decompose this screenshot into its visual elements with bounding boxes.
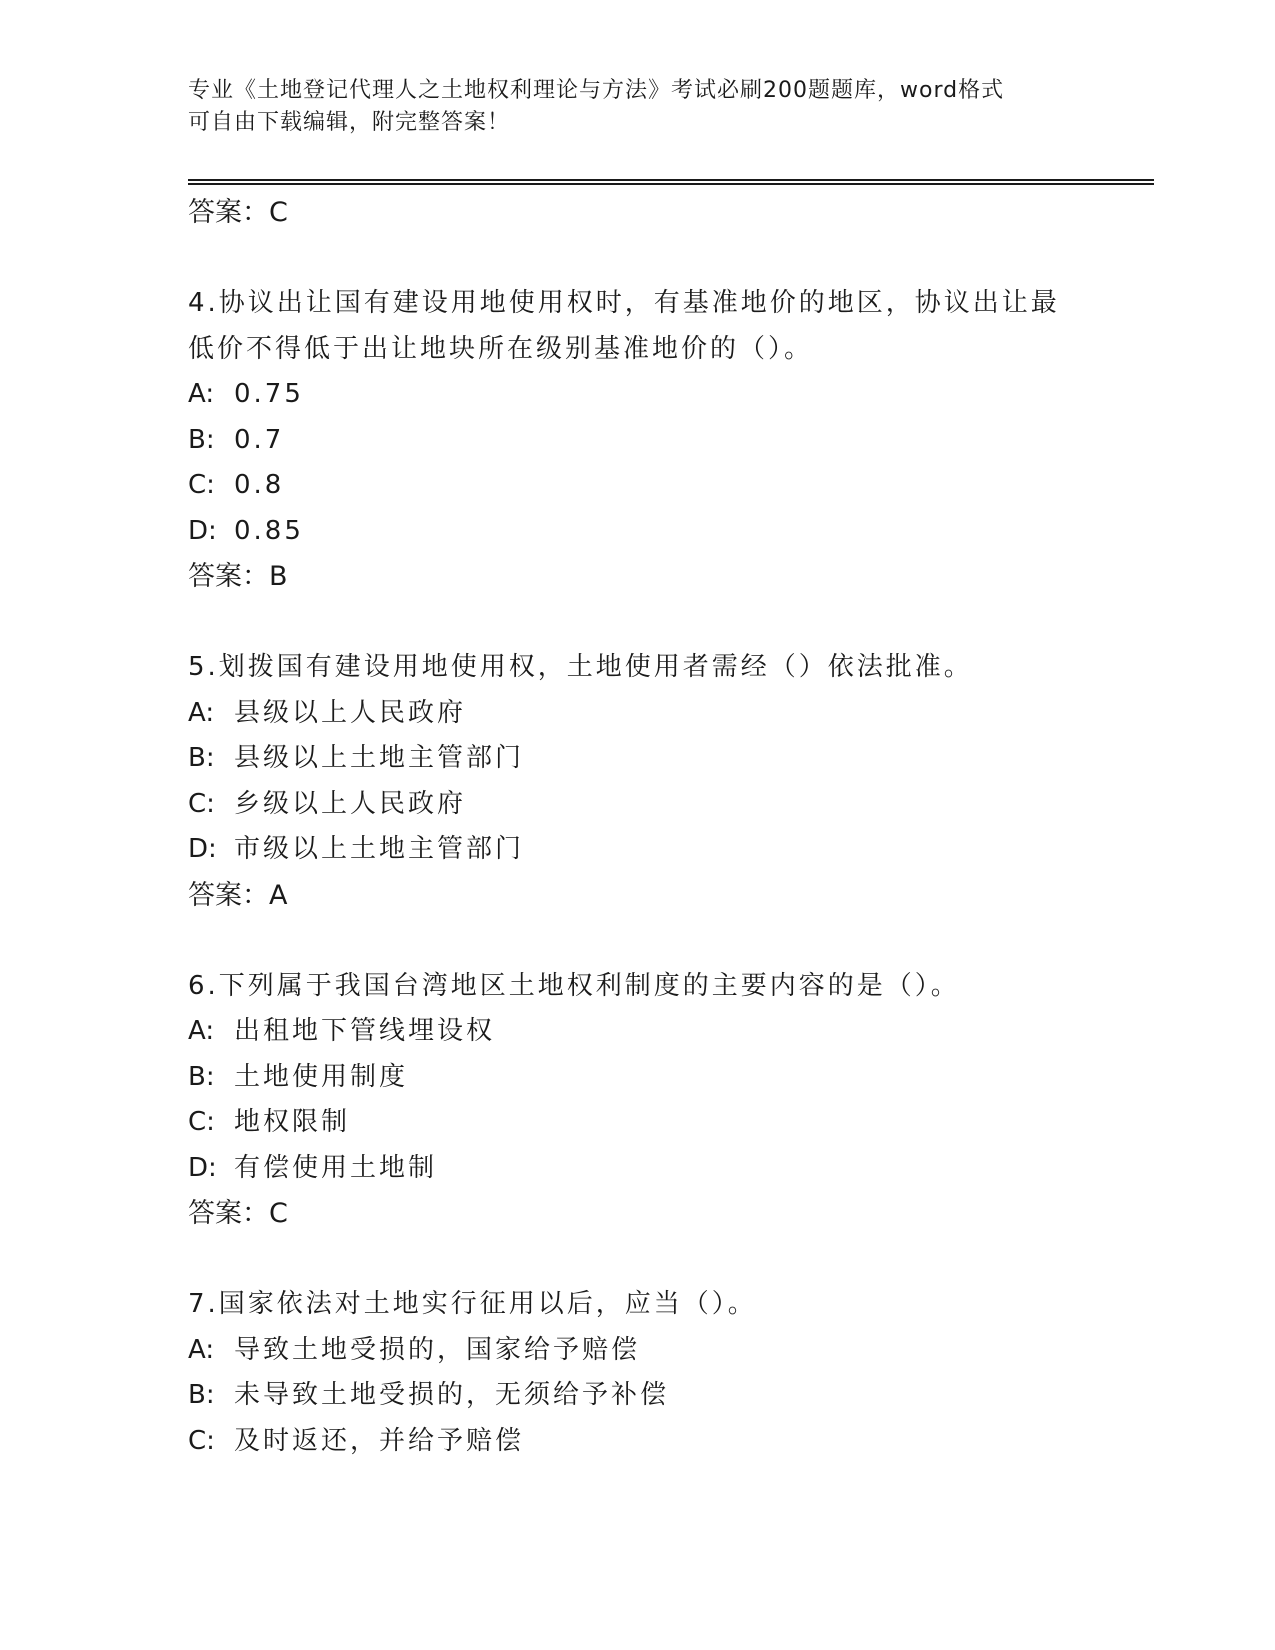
option-d [188, 1146, 1088, 1192]
option-a [188, 372, 1088, 418]
option-label: D: [188, 834, 217, 864]
header-divider-bottom [188, 183, 1154, 185]
option-text: 0.85 [234, 515, 304, 546]
option-c [188, 1419, 1088, 1465]
option-text: 县级以上人民政府 [234, 697, 467, 728]
question-item [188, 1282, 1088, 1464]
option-c [188, 782, 1088, 828]
option-label: A: [188, 1334, 215, 1365]
option-label: C: [188, 788, 215, 819]
option-d [188, 509, 1088, 555]
spacer [188, 1237, 1088, 1283]
option-label: C: [188, 470, 215, 500]
header-line-2: 可自由下载编辑，附完整答案！ [188, 110, 511, 135]
option-a [188, 691, 1088, 737]
option-text: 0.8 [234, 470, 285, 500]
option-text: 地权限制 [234, 1107, 351, 1137]
option-label: B: [188, 743, 215, 773]
spacer [188, 600, 1088, 646]
option-c [188, 1100, 1088, 1146]
question-item [188, 964, 1088, 1237]
header-line-1: 专业《土地登记代理人之土地权利理论与方法》考试必刷200题题库，word格式 [188, 78, 1005, 103]
option-text: 乡级以上人民政府 [234, 788, 467, 819]
spacer [188, 918, 1088, 964]
option-text: 土地使用制度 [234, 1061, 409, 1092]
option-label: D: [188, 1152, 217, 1183]
header-divider-top [188, 179, 1154, 181]
option-label: A: [188, 1016, 215, 1046]
answer-line: 答案：C [188, 197, 288, 228]
option-text: 市级以上土地主管部门 [234, 834, 525, 864]
option-b [188, 1373, 1088, 1419]
answer-line: 答案：B [188, 561, 288, 592]
question-stem: 4.协议出让国有建设用地使用权时，有基准地价的地区，协议出让最 [188, 288, 1060, 318]
document-header [188, 75, 1068, 139]
option-label: C: [188, 1107, 215, 1137]
option-b [188, 418, 1088, 464]
question-stem: 5.划拨国有建设用地使用权，土地使用者需经（）依法批准。 [188, 652, 973, 682]
option-text: 0.7 [234, 424, 285, 455]
option-label: B: [188, 1061, 215, 1092]
option-c [188, 463, 1088, 509]
option-b [188, 736, 1088, 782]
option-label: B: [188, 424, 215, 455]
option-text: 未导致土地受损的，无须给予补偿 [234, 1380, 670, 1410]
answer-line: 答案：A [188, 879, 288, 911]
option-a [188, 1328, 1088, 1374]
spacer [188, 236, 1088, 282]
question-list [188, 190, 1088, 1464]
option-text: 导致土地受损的，国家给予赔偿 [234, 1334, 641, 1365]
question-stem-continued: 低价不得低于出让地块所在级别基准地价的（）。 [188, 333, 814, 364]
option-text: 出租地下管线埋设权 [234, 1016, 496, 1046]
option-label: A: [188, 379, 215, 409]
option-text: 有偿使用土地制 [234, 1152, 438, 1183]
option-label: D: [188, 515, 217, 546]
option-d [188, 827, 1088, 873]
question-stem: 7.国家依法对土地实行征用以后，应当（）。 [188, 1289, 757, 1319]
question-item [188, 645, 1088, 918]
option-b [188, 1055, 1088, 1101]
option-a [188, 1009, 1088, 1055]
option-text: 0.75 [234, 379, 304, 409]
question-stem: 6.下列属于我国台湾地区土地权利制度的主要内容的是（）。 [188, 970, 960, 1001]
option-text: 县级以上土地主管部门 [234, 743, 525, 773]
option-text: 及时返还，并给予赔偿 [234, 1425, 525, 1456]
option-label: A: [188, 697, 215, 728]
option-label: B: [188, 1380, 215, 1410]
option-label: C: [188, 1425, 215, 1456]
answer-line: 答案：C [188, 1198, 288, 1229]
question-item [188, 281, 1088, 600]
